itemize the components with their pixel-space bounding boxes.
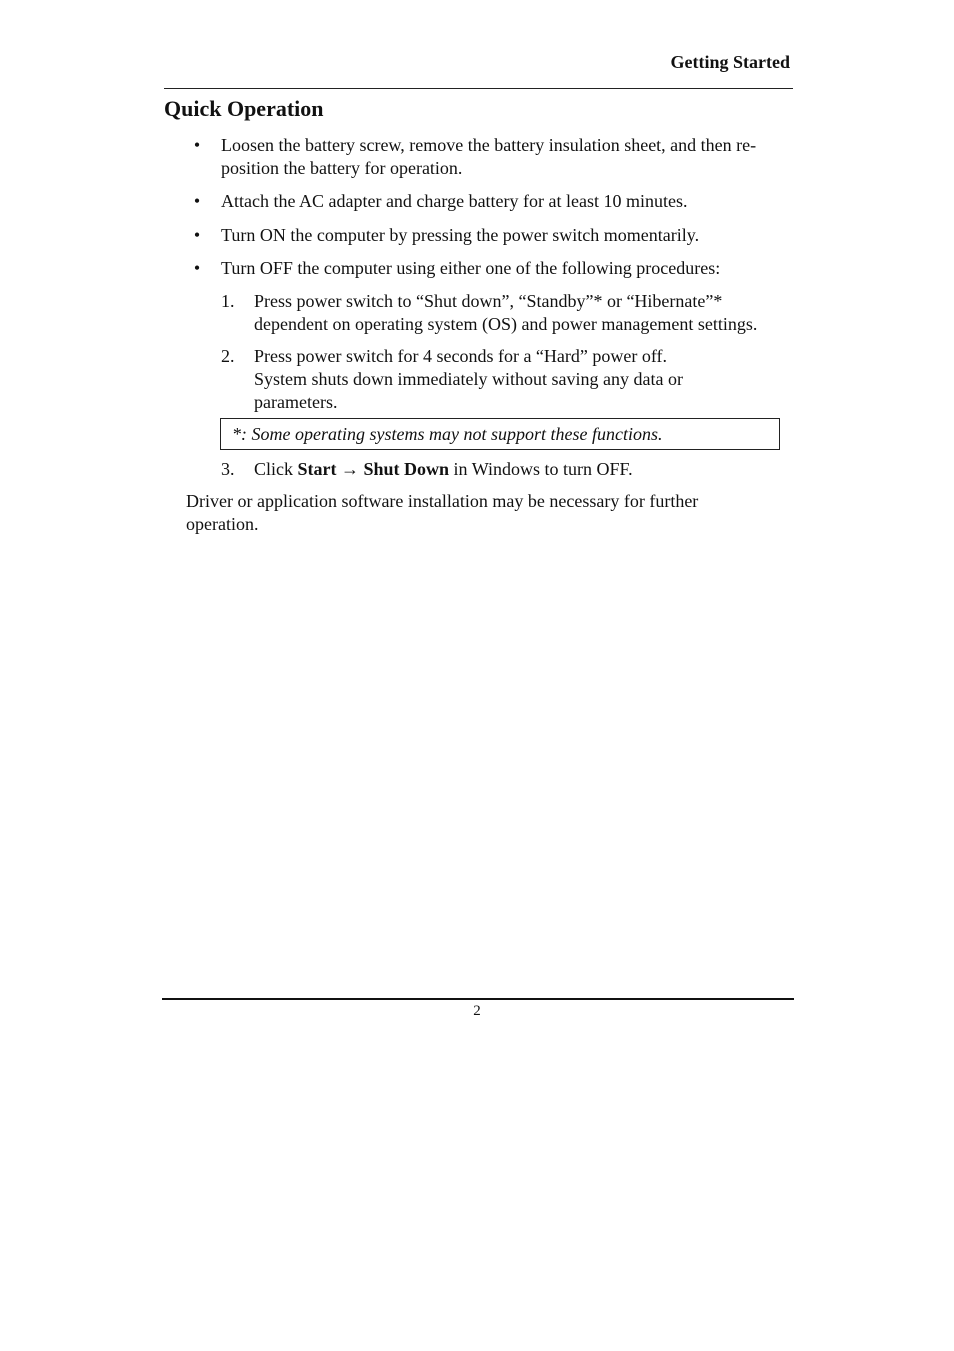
bullet-text-line: Loosen the battery screw, remove the battery insulation sheet, and then re- bbox=[221, 135, 757, 155]
closing-paragraph bbox=[186, 490, 786, 536]
step-text-suffix: in Windows to turn OFF. bbox=[449, 459, 633, 479]
start-menu-label: Start bbox=[297, 459, 337, 479]
bullet-marker: • bbox=[193, 135, 201, 155]
step-text-line: Press power switch for 4 seconds for a “Hard” power off. bbox=[254, 346, 668, 366]
arrow-icon: → bbox=[336, 459, 364, 479]
bullet-text-line: Attach the AC adapter and charge battery for at least 10 minutes. bbox=[221, 191, 688, 211]
step-number: 1. bbox=[221, 291, 235, 311]
step-text-line: dependent on operating system (OS) and power management settings. bbox=[254, 314, 758, 334]
closing-line: operation. bbox=[186, 514, 259, 534]
step-text bbox=[254, 290, 799, 336]
step-text-line: Press power switch to “Shut down”, “Standby”* or “Hibernate”* bbox=[254, 291, 723, 311]
bullet-marker: • bbox=[193, 225, 201, 245]
bullet-text bbox=[221, 190, 793, 213]
step-number: 3. bbox=[221, 459, 235, 479]
step-number: 2. bbox=[221, 346, 235, 366]
page-number: 2 bbox=[473, 1003, 481, 1019]
bullet-marker: • bbox=[193, 258, 201, 278]
header-rule bbox=[164, 88, 793, 89]
step-text-line: parameters. bbox=[254, 392, 338, 412]
bullet-text bbox=[221, 134, 793, 180]
bullet-text-line: Turn OFF the computer using either one of the following procedures: bbox=[221, 258, 721, 278]
section-title: Quick Operation bbox=[164, 96, 324, 121]
bullet-text bbox=[221, 257, 793, 280]
step-text bbox=[254, 458, 799, 481]
running-head: Getting Started bbox=[670, 52, 790, 72]
footer-rule bbox=[162, 998, 794, 1000]
shut-down-label: Shut Down bbox=[363, 459, 450, 479]
step-text-prefix: Click bbox=[254, 459, 298, 479]
note-box bbox=[220, 418, 780, 450]
closing-line: Driver or application software installation may be necessary for further bbox=[186, 491, 699, 511]
bullet-text bbox=[221, 224, 793, 247]
bullet-marker: • bbox=[193, 191, 201, 211]
bullet-text-line: position the battery for operation. bbox=[221, 158, 463, 178]
note-text: *: Some operating systems may not support these functions. bbox=[232, 424, 663, 444]
bullet-text-line: Turn ON the computer by pressing the power switch momentarily. bbox=[221, 225, 700, 245]
step-text bbox=[254, 345, 799, 414]
step-text-line: System shuts down immediately without saving any data or bbox=[254, 369, 683, 389]
